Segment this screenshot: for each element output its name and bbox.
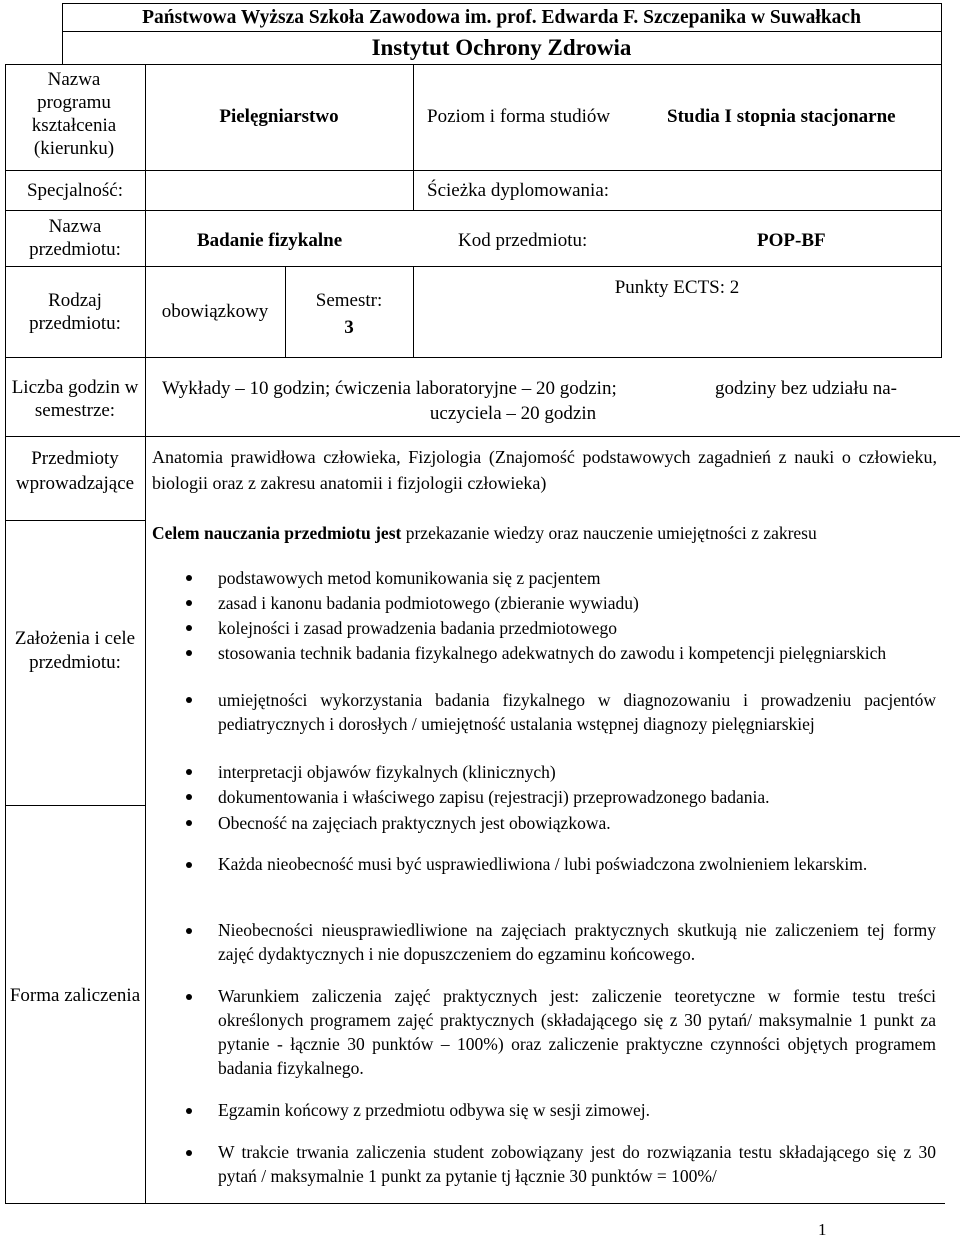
table-border	[62, 3, 941, 4]
bullet-icon	[186, 625, 192, 631]
subject-label: Nazwa przedmiotu:	[29, 216, 121, 260]
goals-intro-rest: przekazanie wiedzy oraz nauczenie umiejętności z zakresu	[401, 523, 817, 543]
specialty-label: Specjalność:	[26, 180, 124, 201]
semester-label: Semestr:	[315, 290, 383, 311]
code-value: POP-BF	[757, 230, 826, 251]
bullet-icon	[186, 697, 192, 703]
bullet-icon	[186, 600, 192, 606]
hours-label: Liczba godzin w semestrze:	[11, 377, 139, 421]
goals-label: Założenia i cele przedmiotu:	[14, 628, 136, 673]
hours-line-1-right: godziny bez udziału na-	[715, 378, 898, 399]
goals-intro	[152, 522, 817, 545]
prerequisites-label: Przedmioty wprowadzające	[15, 448, 135, 494]
table-border	[62, 31, 941, 32]
assessment-item: Każda nieobecność musi być usprawiedliwiona / lubi poświadczona zwolnieniem lekarskim.	[218, 854, 868, 874]
bullet-icon	[186, 769, 192, 775]
diploma-path-label: Ścieżka dyplomowania:	[427, 180, 610, 201]
assessment-item: W trakcie trwania zaliczenia student zobowiązany jest do rozwiązania testu składającego się z 30 pytań / maksymalnie 1 punkt za pytanie tj łącznie 30 punktów = 100%/	[218, 1142, 936, 1186]
assessment-item: Nieobecności nieusprawiedliwione na zajęciach praktycznych skutkują nie zaliczeniem tej formy zajęć dydaktycznych i nie dopuszczeniem do egzaminu końcowego.	[218, 920, 936, 964]
program-value: Pielęgniarstwo	[219, 106, 339, 127]
goal-item: dokumentowania i właściwego zapisu (rejestracji) przeprowadzonego badania.	[218, 787, 770, 807]
goal-item: interpretacji objawów fizykalnych (klinicznych)	[218, 762, 556, 782]
subject-value: Badanie fizykalne	[197, 230, 343, 251]
level-value: Studia I stopnia stacjonarne	[667, 106, 896, 127]
code-label: Kod przedmiotu:	[458, 230, 588, 251]
subject-type-value: obowiązkowy	[161, 301, 269, 322]
hours-line-2: uczyciela – 20 godzin	[429, 403, 597, 424]
goal-item: umiejętności wykorzystania badania fizykalnego w diagnozowaniu i prowadzeniu pacjentów pediatrycznych i dorosłych / umiejętność ustalania wstępnej diagnozy pielęgniarskiej	[218, 690, 936, 734]
table-border	[413, 64, 414, 210]
table-border	[145, 64, 146, 1204]
goal-item: podstawowych metod komunikowania się z pacjentem	[218, 568, 601, 588]
assessment-item: Obecność na zajęciach praktycznych jest obowiązkowa.	[218, 813, 611, 833]
assessment-item: Egzamin końcowy z przedmiotu odbywa się w sesji zimowej.	[218, 1100, 651, 1120]
semester-value: 3	[344, 317, 354, 338]
table-border	[941, 3, 942, 358]
bullet-icon	[186, 994, 192, 1000]
goal-item: kolejności i zasad prowadzenia badania przedmiotowego	[218, 618, 617, 638]
bullet-icon	[186, 1108, 192, 1114]
goal-item: zasad i kanonu badania podmiotowego (zbieranie wywiadu)	[218, 593, 639, 613]
subject-type-label: Rodzaj przedmiotu:	[29, 290, 121, 334]
bullet-icon	[186, 928, 192, 934]
ects-points: Punkty ECTS: 2	[614, 277, 740, 298]
bullet-icon	[186, 794, 192, 800]
table-border	[5, 805, 145, 806]
university-name: Państwowa Wyższa Szkoła Zawodowa im. prof. Edwarda F. Szczepanika w Suwałkach	[142, 7, 861, 28]
assessment-label: Forma zaliczenia	[9, 985, 141, 1006]
bullet-icon	[186, 862, 192, 868]
table-border	[5, 436, 960, 437]
table-border	[5, 1203, 945, 1204]
bullet-icon	[186, 820, 192, 826]
goal-item: stosowania technik badania fizykalnego adekwatnych do zawodu i kompetencji pielęgniarskich	[218, 643, 887, 663]
goals-intro-bold: Celem nauczania przedmiotu jest	[152, 523, 402, 543]
assessment-item: Warunkiem zaliczenia zajęć praktycznych jest: zaliczenie teoretyczne w formie testu treści określonych programem zajęć praktycznych (składającego się z 30 pytań/ maksymalnie 1 punkt za pytanie - łącznie 30 punktów – 100%) oraz zaliczenie praktyczne czynności objętych programem badania fizykalnego.	[218, 986, 936, 1078]
hours-line-1: Wykłady – 10 godzin; ćwiczenia laboratoryjne – 20 godzin;	[162, 378, 617, 399]
bullet-icon	[186, 575, 192, 581]
level-label: Poziom i forma studiów	[427, 106, 611, 127]
bullet-icon	[186, 650, 192, 656]
table-border	[5, 520, 145, 521]
prerequisites-text: Anatomia prawidłowa człowieka, Fizjologia (Znajomość podstawowych zagadnień z nauki o człowieku, biologii oraz z zakresu anatomii i fizjologii człowieka)	[152, 447, 937, 493]
bullet-icon	[186, 1150, 192, 1156]
program-label: Nazwa programu kształcenia (kierunku)	[31, 69, 117, 159]
institute-name: Instytut Ochrony Zdrowia	[371, 35, 632, 60]
page-number: 1	[818, 1220, 827, 1239]
